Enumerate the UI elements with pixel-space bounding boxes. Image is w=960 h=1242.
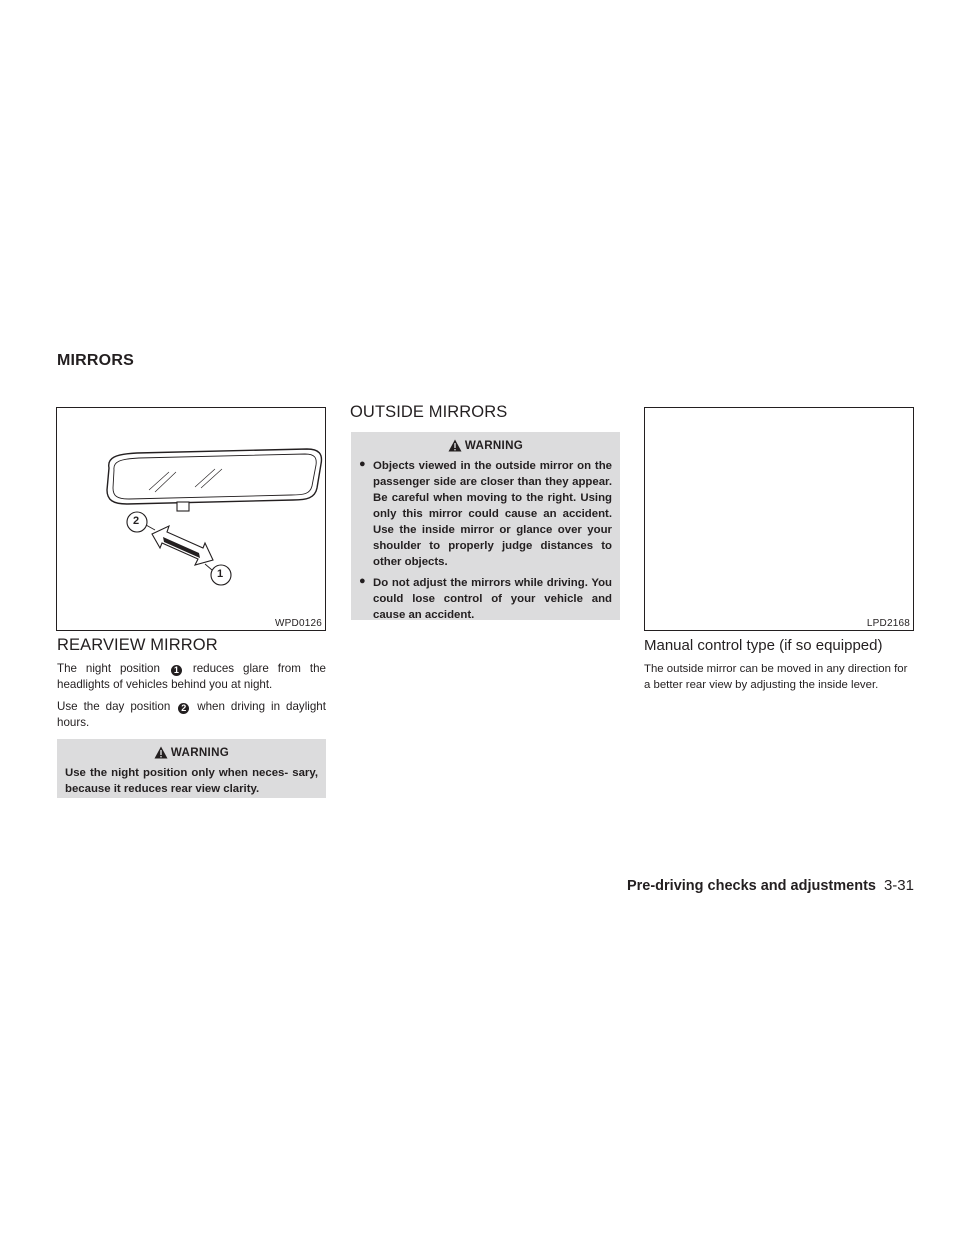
warning-header: [359, 432, 612, 458]
rearview-mirror-illustration: [57, 408, 325, 630]
rearview-mirror-figure: [56, 407, 326, 631]
warning-title: WARNING: [464, 438, 524, 452]
figure-code: LPD2168: [866, 618, 910, 629]
bullet-dot: ●: [359, 458, 366, 470]
manual-control-heading: Manual control type (if so equipped): [644, 637, 883, 654]
footer-chapter: Pre-driving checks and adjustments: [626, 878, 876, 894]
callout-1-label: 1: [217, 568, 224, 580]
outside-mirror-figure: [644, 407, 914, 631]
warning-header: [65, 739, 318, 765]
rearview-paragraph-1: [57, 661, 326, 693]
callout-1-inline: 1: [171, 665, 182, 676]
warning-bullet: [359, 575, 612, 623]
warning-bullet: [359, 458, 612, 570]
callout-2-inline: 2: [178, 703, 189, 714]
section-title: MIRRORS: [57, 352, 134, 369]
bullet-text: Do not adjust the mirrors while driving. You could lose control of your vehicle and cause an accident.: [373, 577, 612, 621]
para2-end: when driving in daylight hours.: [57, 700, 326, 729]
bullet-dot: ●: [359, 575, 366, 587]
outside-mirrors-heading: OUTSIDE MIRRORS: [350, 403, 508, 421]
rearview-paragraph-2: [57, 699, 326, 731]
warning-title: WARNING: [170, 745, 230, 759]
warning-text: Use the night position only when neces- sary, because it reduces rear view clarity.: [65, 767, 318, 795]
footer-page-number: 3-31: [883, 877, 914, 894]
manual-control-text: The outside mirror can be moved in any direction for a better rear view by adjusting the inside lever.: [644, 663, 908, 691]
warning-triangle-icon: [448, 439, 462, 452]
rearview-heading: REARVIEW MIRROR: [57, 636, 218, 654]
figure-code: WPD0126: [275, 618, 322, 629]
warning-triangle-icon: [154, 746, 168, 759]
outside-warning-box: [351, 432, 620, 620]
bullet-text: Objects viewed in the outside mirror on the passenger side are closer than they appear. Be careful when moving to the right. Using only this mirror could cause an accident. Use the inside mirror or glance over your shoulder to properly judge distances to other objects.: [373, 460, 612, 568]
rearview-warning-box: [57, 739, 326, 798]
callout-2-label: 2: [133, 515, 140, 527]
para2-start: Use the day position: [57, 700, 171, 713]
para1-start: The night position: [57, 662, 160, 675]
page-footer: [627, 877, 914, 894]
para1-end: reduces glare from the headlights of vehicles behind you at night.: [57, 662, 326, 691]
